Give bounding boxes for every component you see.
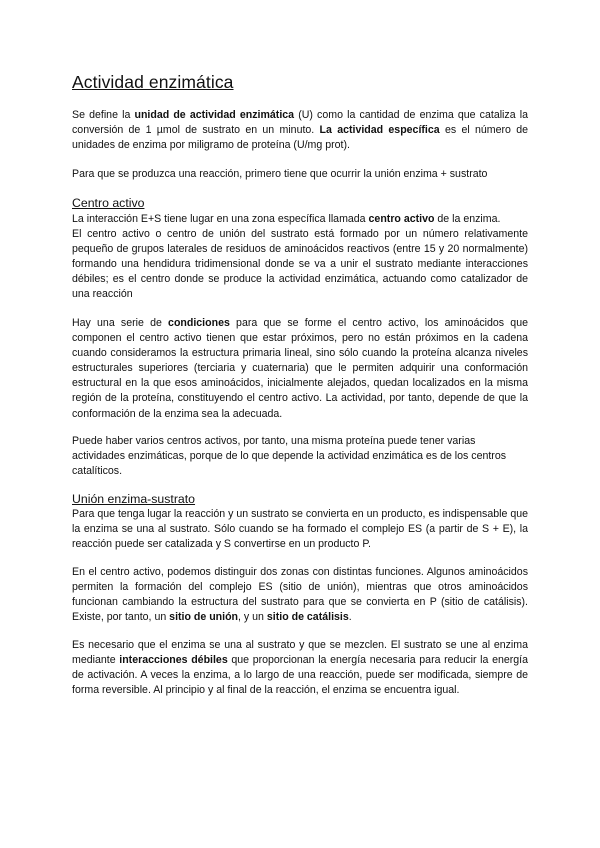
bold-term: interacciones débiles [119,654,228,667]
text-run: (U) como la cantidad de enzima que cataliza la conversión de 1 µmol de sustrato en un minuto. [72,109,528,137]
centro-activo-paragraph-2: El centro activo o centro de unión del sustrato está formado por un número relativamente pequeño de grupos laterales de residuos de aminoácidos reactivos (entre 15 y 20 normalmente) formando una hendidura tridimensional donde se va a unir el sustrato mediante interacciones débiles; es el centro donde se produce la actividad enzimática, actuando como catalizador de una reacción [72,228,528,301]
text-run: Es necesario que el enzima se una al sustrato y que se mezclen. El sustrato se une al enzima mediante [72,639,528,667]
centro-activo-paragraph-3 [72,316,528,422]
text-run: es el número de unidades de enzima por miligramo de proteína (U/mg prot). [72,124,528,152]
bold-term: unidad de actividad enzimática [134,109,295,121]
centro-activo-paragraph-4: Puede haber varios centros activos, por tanto, una misma proteína puede tener varias actividades enzimáticas, porque de lo que depende la actividad enzimática es de los centros catalíticos. [72,435,507,478]
bold-term: La actividad específica [319,124,440,137]
text-run: Se define la [72,109,135,121]
page-title: Actividad enzimática [72,72,234,92]
text-run: , y un [238,611,267,624]
text-run: Hay una serie de [72,317,169,329]
bold-term: sitio de unión [169,611,239,624]
text-run: que proporcionan la energía necesaria para reducir la energía de activación. A veces la enzima, a lo largo de una reacción, puede ser modificada, siempre de forma reversible. Al principio y al final de la reacción, el enzima se encuentra igual. [72,654,529,697]
intro-paragraph-1 [72,108,528,153]
section-heading-centro-activo: Centro activo [72,196,145,210]
text-run: para que se forme el centro activo, los aminoácidos que componen el centro activo tienen que estar próximos, pero no están próximos en la cadena cuando consideramos la estructura primaria lineal, sino sólo cuando la proteína alcanza niveles estructurales superiores (terciaria y cuaternaria) que le permiten adquirir una conformación estructural en la que esos aminoácidos, inicialmente alejados, quedan localizados en la misma región de la proteína, constituyendo el centro activo. La actividad, por tanto, depende de que la conformación de la enzima sea la adecuada. [72,317,528,420]
section-heading-union-enzima-sustrato: Unión enzima-sustrato [72,492,196,506]
text-run: de la enzima. [434,213,501,225]
bold-term: centro activo [368,213,435,225]
intro-paragraph-2: Para que se produzca una reacción, primero tiene que ocurrir la unión enzima + sustrato [72,168,488,180]
centro-activo-paragraph-1 [72,212,528,227]
union-paragraph-3 [72,638,528,698]
text-run: La interacción E+S tiene lugar en una zona específica llamada [72,213,369,225]
union-paragraph-1: Para que tenga lugar la reacción y un sustrato se convierta en un producto, es indispensable que la enzima se una al sustrato. Sólo cuando se ha formado el complejo ES (a partir de S + E), la reacción puede ser catalizada y S convertirse en un producto P. [72,508,528,551]
text-run: . [348,611,352,624]
bold-term: sitio de catálisis [266,611,349,624]
union-paragraph-2 [72,565,528,625]
text-run: En el centro activo, podemos distinguir dos zonas con distintas funciones. Algunos aminoácidos permiten la formación del complejo ES (sitio de unión), mientras que otros aminoácidos funcionan cambiando la estructura del sustrato para que se convierta en P (sitio de catálisis). Existe, por tanto, un [72,566,528,624]
bold-term: condiciones [168,317,230,329]
